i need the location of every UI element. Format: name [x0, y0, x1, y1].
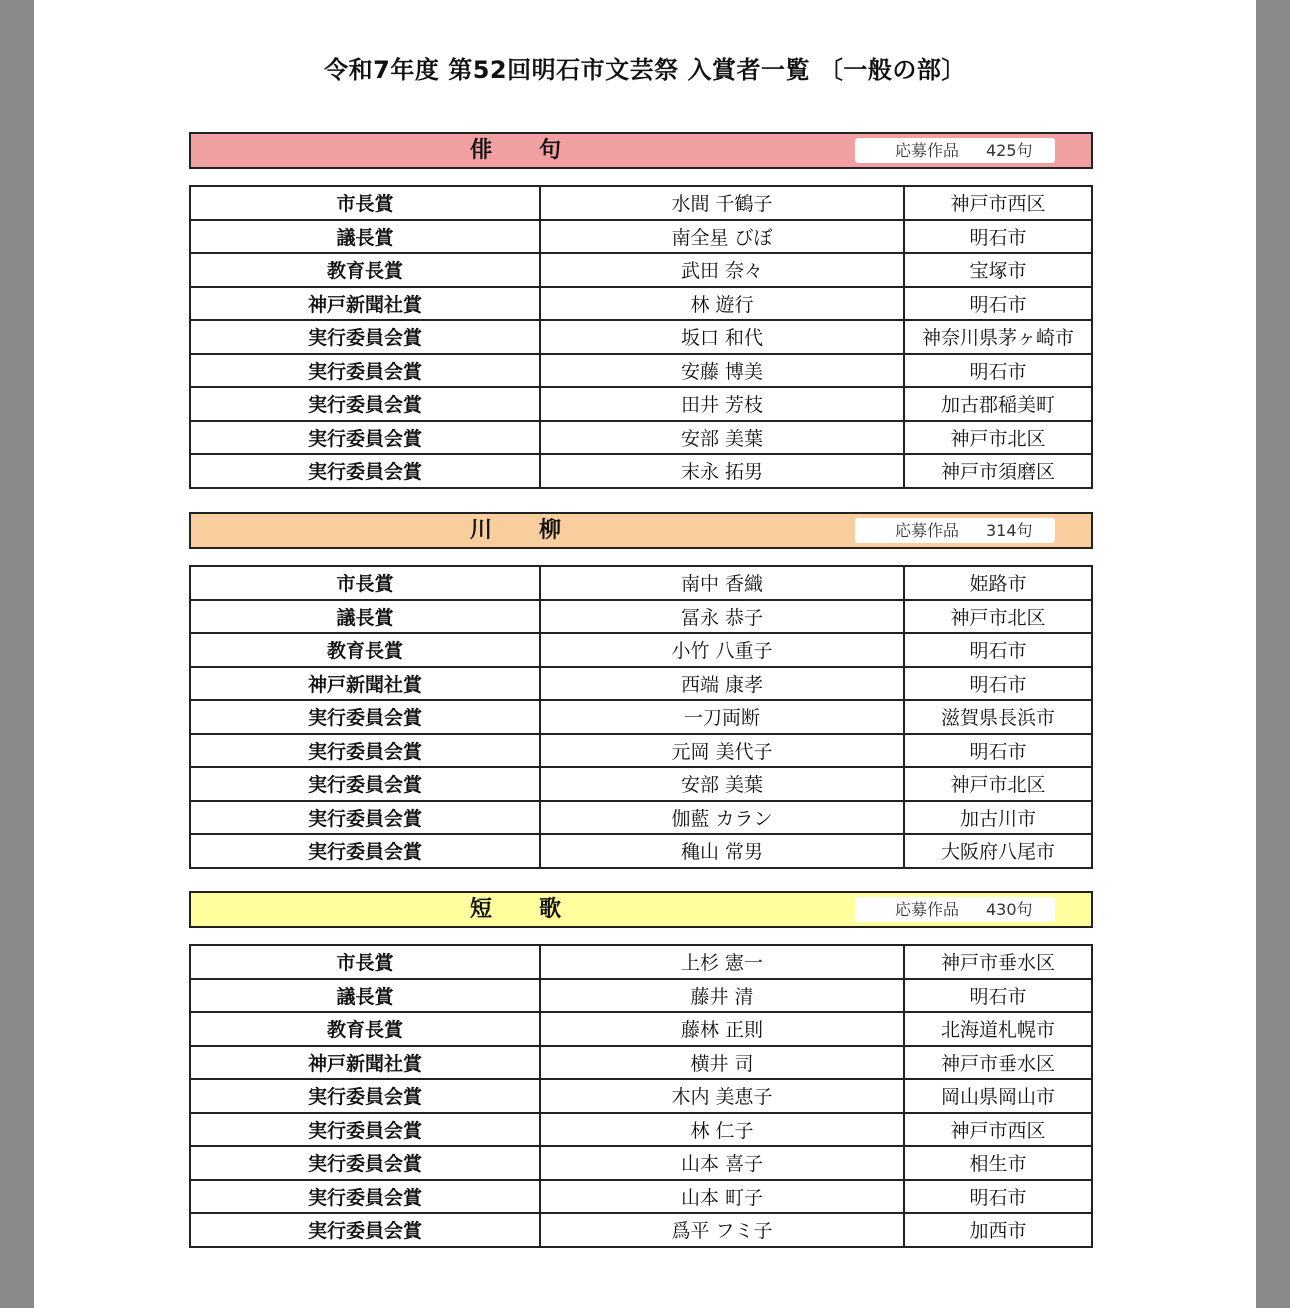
entries-label: 応募作品: [895, 521, 960, 540]
residence-cell: 神戸市北区: [904, 600, 1092, 634]
winner-name-cell: 南中 香織: [540, 566, 904, 600]
winner-name-cell: 山本 喜子: [540, 1146, 904, 1180]
residence-cell: 岡山県岡山市: [904, 1079, 1092, 1113]
entries-count: 430句: [986, 900, 1033, 919]
award-cell: 実行委員会賞: [190, 421, 540, 455]
residence-cell: 宝塚市: [904, 253, 1092, 287]
residence-cell: 神戸市須磨区: [904, 454, 1092, 488]
winner-name-cell: 穐山 常男: [540, 834, 904, 868]
residence-cell: 明石市: [904, 979, 1092, 1013]
table-row: [190, 354, 1092, 388]
table-row: [190, 600, 1092, 634]
award-cell: 議長賞: [190, 979, 540, 1013]
winner-name-cell: 横井 司: [540, 1046, 904, 1080]
table-row: [190, 700, 1092, 734]
table-row: [190, 421, 1092, 455]
table-row: [190, 1079, 1092, 1113]
award-cell: 神戸新聞社賞: [190, 287, 540, 321]
winner-name-cell: 末永 拓男: [540, 454, 904, 488]
awards-table-senryu: [189, 565, 1093, 869]
winner-name-cell: 南全星 びぼ: [540, 220, 904, 254]
residence-cell: 明石市: [904, 220, 1092, 254]
residence-cell: 姫路市: [904, 566, 1092, 600]
award-cell: 実行委員会賞: [190, 454, 540, 488]
residence-cell: 神戸市西区: [904, 186, 1092, 220]
residence-cell: 神戸市北区: [904, 767, 1092, 801]
table-row: [190, 1046, 1092, 1080]
table-row: [190, 734, 1092, 768]
entries-count-box: [855, 518, 1055, 543]
award-cell: 実行委員会賞: [190, 1146, 540, 1180]
table-row: [190, 253, 1092, 287]
section-title: 俳 句: [469, 138, 562, 163]
residence-cell: 神戸市垂水区: [904, 1046, 1092, 1080]
residence-cell: 明石市: [904, 667, 1092, 701]
winner-name-cell: 水間 千鶴子: [540, 186, 904, 220]
award-cell: 市長賞: [190, 566, 540, 600]
awards-table-haiku: [189, 185, 1093, 489]
section-title: 川 柳: [469, 518, 562, 543]
winner-name-cell: 山本 町子: [540, 1180, 904, 1214]
winner-name-cell: 冨永 恭子: [540, 600, 904, 634]
entries-count: 425句: [986, 141, 1033, 160]
residence-cell: 神戸市北区: [904, 421, 1092, 455]
residence-cell: 加古郡稲美町: [904, 387, 1092, 421]
section-title: 短 歌: [469, 897, 562, 922]
award-cell: 実行委員会賞: [190, 354, 540, 388]
residence-cell: 明石市: [904, 633, 1092, 667]
winner-name-cell: 林 遊行: [540, 287, 904, 321]
entries-count: 314句: [986, 521, 1033, 540]
residence-cell: 明石市: [904, 287, 1092, 321]
residence-cell: 加古川市: [904, 801, 1092, 835]
residence-cell: 滋賀県長浜市: [904, 700, 1092, 734]
table-row: [190, 186, 1092, 220]
winner-name-cell: 藤林 正則: [540, 1012, 904, 1046]
winner-name-cell: 爲平 フミ子: [540, 1213, 904, 1247]
table-row: [190, 1012, 1092, 1046]
section-header-tanka: [189, 891, 1093, 928]
table-row: [190, 1146, 1092, 1180]
winner-name-cell: 安部 美葉: [540, 767, 904, 801]
award-cell: 実行委員会賞: [190, 320, 540, 354]
winner-name-cell: 武田 奈々: [540, 253, 904, 287]
winner-name-cell: 上杉 憲一: [540, 945, 904, 979]
winner-name-cell: 安藤 博美: [540, 354, 904, 388]
winner-name-cell: 一刀両断: [540, 700, 904, 734]
award-cell: 教育長賞: [190, 253, 540, 287]
award-cell: 実行委員会賞: [190, 387, 540, 421]
award-cell: 実行委員会賞: [190, 1079, 540, 1113]
award-cell: 実行委員会賞: [190, 1180, 540, 1214]
residence-cell: 神奈川県茅ヶ崎市: [904, 320, 1092, 354]
residence-cell: 明石市: [904, 1180, 1092, 1214]
winner-name-cell: 西端 康孝: [540, 667, 904, 701]
table-row: [190, 387, 1092, 421]
residence-cell: 加西市: [904, 1213, 1092, 1247]
winner-name-cell: 元岡 美代子: [540, 734, 904, 768]
table-row: [190, 566, 1092, 600]
award-cell: 議長賞: [190, 600, 540, 634]
table-row: [190, 667, 1092, 701]
residence-cell: 神戸市垂水区: [904, 945, 1092, 979]
table-row: [190, 220, 1092, 254]
table-row: [190, 979, 1092, 1013]
winner-name-cell: 小竹 八重子: [540, 633, 904, 667]
award-cell: 市長賞: [190, 186, 540, 220]
award-cell: 市長賞: [190, 945, 540, 979]
award-cell: 実行委員会賞: [190, 1113, 540, 1147]
residence-cell: 相生市: [904, 1146, 1092, 1180]
winner-name-cell: 藤井 清: [540, 979, 904, 1013]
entries-label: 応募作品: [895, 141, 960, 160]
table-row: [190, 767, 1092, 801]
residence-cell: 明石市: [904, 354, 1092, 388]
award-cell: 教育長賞: [190, 633, 540, 667]
awards-table-tanka: [189, 944, 1093, 1248]
winner-name-cell: 安部 美葉: [540, 421, 904, 455]
section-header-senryu: [189, 512, 1093, 549]
document-page: [34, 0, 1256, 1308]
entries-count-box: [855, 138, 1055, 163]
table-row: [190, 287, 1092, 321]
table-row: [190, 945, 1092, 979]
table-row: [190, 834, 1092, 868]
award-cell: 議長賞: [190, 220, 540, 254]
table-row: [190, 454, 1092, 488]
table-row: [190, 1180, 1092, 1214]
table-row: [190, 801, 1092, 835]
table-row: [190, 1213, 1092, 1247]
document-title: 令和7年度 第52回明石市文芸祭 入賞者一覧 〔一般の部〕: [324, 56, 966, 84]
winner-name-cell: 木内 美恵子: [540, 1079, 904, 1113]
table-row: [190, 320, 1092, 354]
residence-cell: 神戸市西区: [904, 1113, 1092, 1147]
winner-name-cell: 林 仁子: [540, 1113, 904, 1147]
residence-cell: 大阪府八尾市: [904, 834, 1092, 868]
award-cell: 神戸新聞社賞: [190, 1046, 540, 1080]
award-cell: 実行委員会賞: [190, 734, 540, 768]
award-cell: 教育長賞: [190, 1012, 540, 1046]
winner-name-cell: 田井 芳枝: [540, 387, 904, 421]
entries-count-box: [855, 897, 1055, 922]
table-row: [190, 633, 1092, 667]
winner-name-cell: 伽藍 カラン: [540, 801, 904, 835]
award-cell: 実行委員会賞: [190, 801, 540, 835]
entries-label: 応募作品: [895, 900, 960, 919]
award-cell: 実行委員会賞: [190, 700, 540, 734]
award-cell: 実行委員会賞: [190, 767, 540, 801]
winner-name-cell: 坂口 和代: [540, 320, 904, 354]
residence-cell: 北海道札幌市: [904, 1012, 1092, 1046]
award-cell: 実行委員会賞: [190, 834, 540, 868]
award-cell: 神戸新聞社賞: [190, 667, 540, 701]
residence-cell: 明石市: [904, 734, 1092, 768]
table-row: [190, 1113, 1092, 1147]
award-cell: 実行委員会賞: [190, 1213, 540, 1247]
section-header-haiku: [189, 132, 1093, 169]
